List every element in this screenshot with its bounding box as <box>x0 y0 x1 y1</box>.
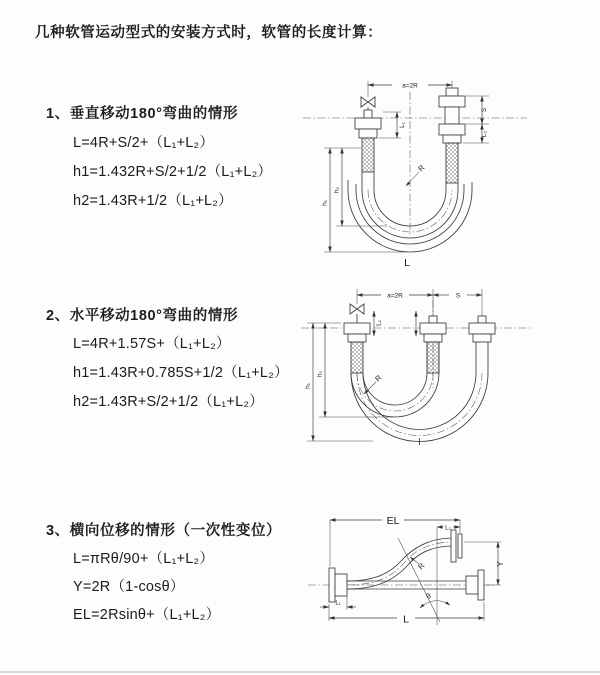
section-3-heading: 3、横向位移的情形（一次性变位） <box>46 523 282 539</box>
dim-label-L1: L₁ <box>375 320 383 326</box>
dim-label-L1: L₁ <box>399 122 406 128</box>
dim-label-L-overall: L <box>404 257 410 269</box>
dimension-S-L2 <box>463 96 489 143</box>
section-1-heading: 1、垂直移动180°弯曲的情形 <box>46 106 239 122</box>
radius-label-R: R <box>416 163 427 174</box>
braided-hose-left <box>362 138 374 172</box>
dim-label-h2: h₂ <box>316 370 324 378</box>
dimension-L1 <box>379 112 406 138</box>
section-3-formula-EL: EL=2Rsinθ+（L₁+L₂） <box>73 607 221 623</box>
dimension-L-overall <box>329 602 484 626</box>
flange-upper <box>451 530 462 562</box>
dim-label-L1: L₁ <box>335 600 341 607</box>
dimension-EL <box>330 515 460 566</box>
section-2-formula-L: L=4R+1.57S+（L₁+L₂） <box>73 336 231 352</box>
radius-callout <box>406 163 427 186</box>
dim-label-a2r: a=2R <box>387 292 403 300</box>
section-1-formula-h2: h2=1.43R+1/2（L₁+L₂） <box>73 193 233 209</box>
diagram-horizontal-180-bend <box>295 278 600 468</box>
radius-label-R: R <box>416 561 427 572</box>
flange-right-lower <box>466 570 484 600</box>
dim-label-Y: Y <box>496 561 505 567</box>
flange-left <box>329 568 347 602</box>
section-3-formula-Y: Y=2R（1-cosθ） <box>73 579 185 595</box>
braided-hose-right <box>446 143 458 183</box>
diagram-vertical-180-bend <box>295 70 600 270</box>
pipe-assembly-right <box>469 316 495 342</box>
dim-label-h1: h₁ <box>321 200 329 206</box>
diagram-lateral-displacement <box>300 500 600 655</box>
angle-label-theta: θ <box>424 591 433 601</box>
pipe-assembly-left <box>355 110 381 172</box>
section-2-formula-h1: h1=1.43R+0.785S+1/2（L₁+L₂） <box>73 365 289 381</box>
dimension-a-2R <box>357 289 433 316</box>
braided-hose-middle <box>427 342 439 373</box>
section-1-formula-L: L=4R+S/2+（L₁+L₂） <box>73 135 215 151</box>
section-1-formula-h1: h1=1.432R+S/2+1/2（L₁+L₂） <box>73 164 273 180</box>
braided-hose-left <box>351 342 363 373</box>
section-2-formula-h2: h2=1.43R+S/2+1/2（L₁+L₂） <box>73 394 264 410</box>
page-title: 几种软管运动型式的安装方式时，软管的长度计算： <box>35 25 383 41</box>
dimension-L2 <box>437 526 460 532</box>
valve-icon <box>350 304 364 323</box>
dimension-S <box>433 289 482 316</box>
dimension-L1 <box>320 596 356 610</box>
dim-label-L2: L₂ <box>445 525 451 532</box>
pipe-assembly-left <box>344 323 370 373</box>
dim-label-EL: EL <box>386 515 400 527</box>
radius-callout <box>410 557 427 571</box>
dim-label-a2r: a=2R <box>402 82 418 90</box>
pipe-assembly-right <box>439 88 465 183</box>
dimension-L1 <box>374 311 416 336</box>
section-3-formula-L: L=πRθ/90+（L₁+L₂） <box>73 551 215 567</box>
centerlines <box>301 300 533 436</box>
dim-label-h1: h₁ <box>304 383 312 389</box>
pipe-assembly-middle <box>420 316 446 373</box>
section-2-heading: 2、水平移动180°弯曲的情形 <box>46 308 239 324</box>
dim-label-L: L <box>403 613 409 626</box>
angle-theta-callout <box>420 591 450 608</box>
radius-label-R: R <box>373 373 384 384</box>
hose-u-bend-curves <box>351 342 488 445</box>
dim-label-L2: L₂ <box>481 130 488 138</box>
dim-label-S: S <box>481 107 488 113</box>
radius-callout <box>364 373 384 394</box>
centerlines <box>303 92 527 238</box>
construction-lines <box>398 527 440 625</box>
dim-label-S: S <box>455 292 461 300</box>
page-bottom-edge <box>0 671 600 673</box>
dim-label-h2: h₂ <box>333 186 341 194</box>
